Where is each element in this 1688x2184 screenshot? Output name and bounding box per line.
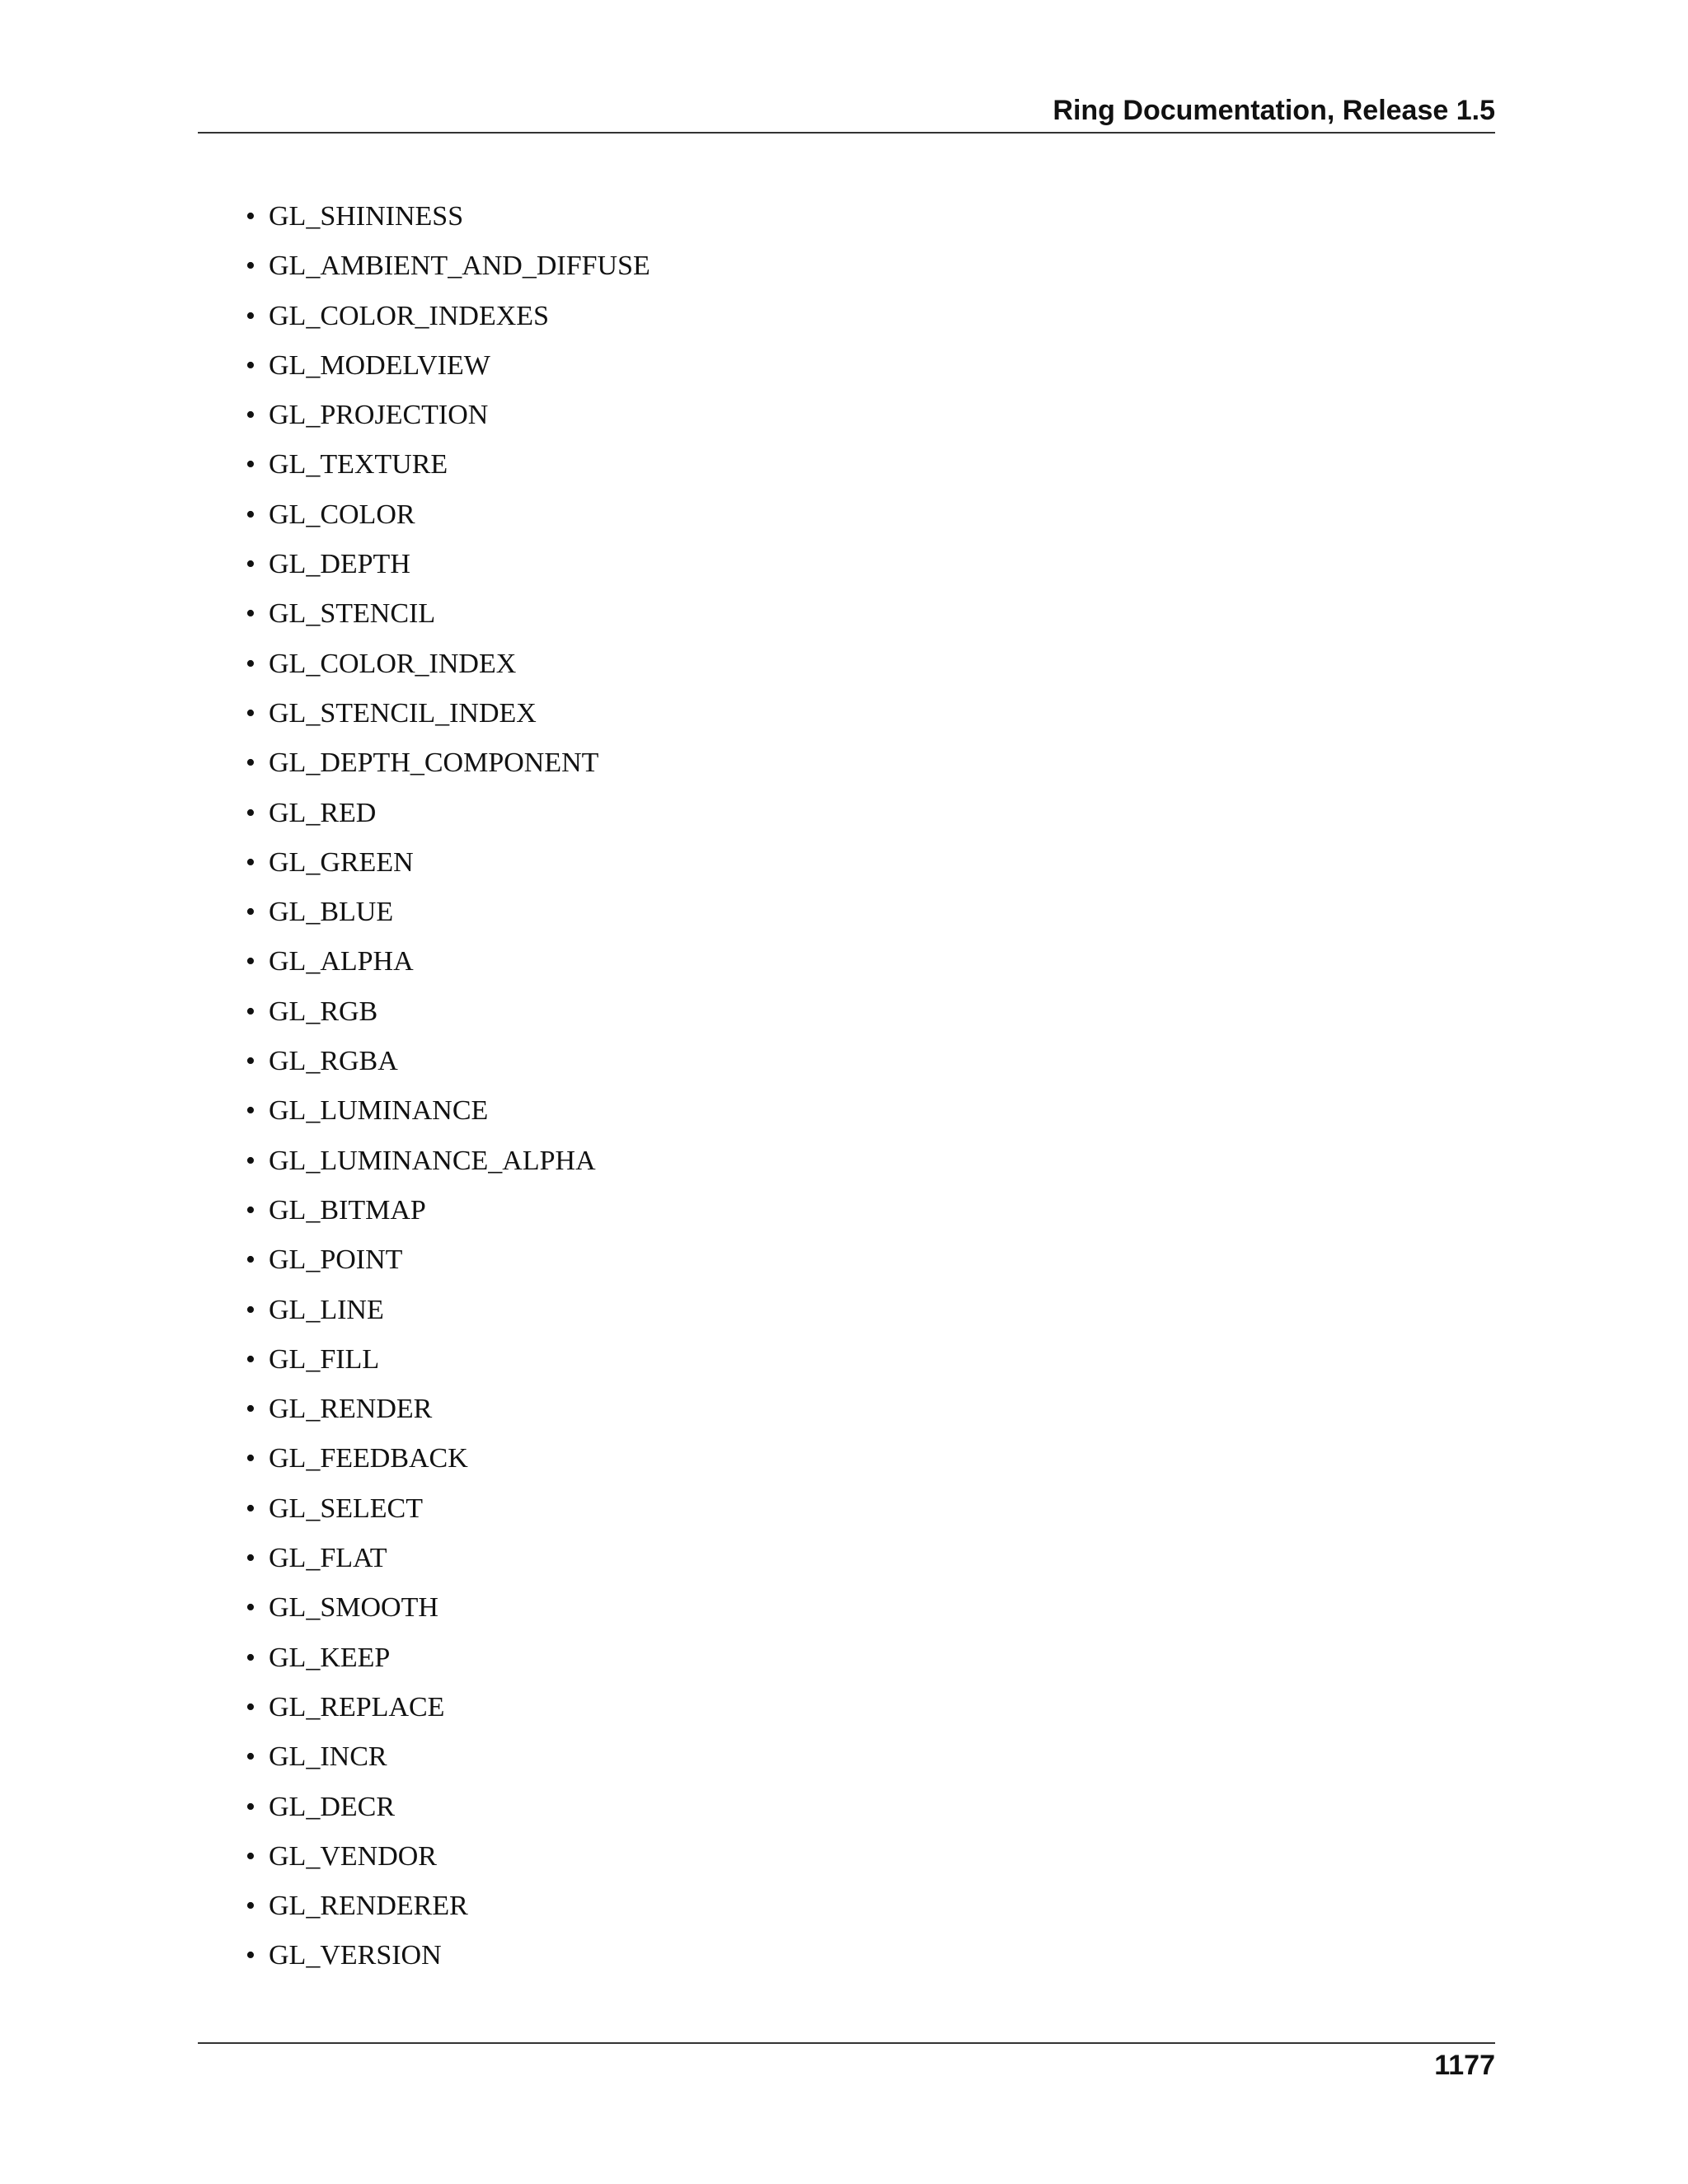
list-item	[246, 794, 650, 843]
bullet: •	[246, 449, 256, 480]
footer-rule	[198, 2042, 1495, 2044]
list-item	[246, 1788, 650, 1837]
list-item	[246, 1141, 650, 1191]
list-item-text: GL_SHININESS	[269, 201, 464, 232]
bullet: •	[246, 1543, 256, 1574]
bullet: •	[246, 1791, 256, 1822]
list-item	[246, 1837, 650, 1886]
bullet: •	[246, 251, 256, 282]
list-item	[246, 893, 650, 942]
list-item-text: GL_PROJECTION	[269, 400, 489, 431]
bullet: •	[246, 1940, 256, 1971]
list-item	[246, 495, 650, 545]
bullet: •	[246, 1343, 256, 1375]
list-item-text: GL_LUMINANCE	[269, 1095, 489, 1127]
list-item-text: GL_FILL	[269, 1343, 380, 1375]
page-number: 1177	[1434, 2050, 1495, 2081]
list-item-text: GL_REPLACE	[269, 1691, 445, 1722]
bullet: •	[246, 797, 256, 828]
bullet: •	[246, 1394, 256, 1425]
bullet: •	[246, 748, 256, 779]
list-item	[246, 644, 650, 694]
list-item	[246, 445, 650, 494]
list-item	[246, 1191, 650, 1240]
bullet: •	[246, 1145, 256, 1176]
list-item	[246, 545, 650, 594]
list-item-text: GL_VERSION	[269, 1940, 442, 1971]
list-item-text: GL_RED	[269, 797, 377, 828]
list-item	[246, 396, 650, 445]
list-item	[246, 1489, 650, 1539]
list-item-text: GL_STENCIL	[269, 598, 436, 630]
list-item-text: GL_RENDERER	[269, 1891, 468, 1922]
list-item-text: GL_COLOR_INDEXES	[269, 300, 549, 331]
list-item-text: GL_TEXTURE	[269, 449, 448, 480]
list-item	[246, 1439, 650, 1488]
list-item	[246, 743, 650, 793]
list-item	[246, 992, 650, 1042]
bullet: •	[246, 1691, 256, 1722]
list-item	[246, 1936, 650, 1985]
list-item	[246, 1539, 650, 1588]
bullet: •	[246, 946, 256, 977]
list-item	[246, 297, 650, 346]
bullet: •	[246, 598, 256, 630]
bullet: •	[246, 549, 256, 580]
bullet: •	[246, 648, 256, 679]
list-item-text: GL_FEEDBACK	[269, 1443, 468, 1474]
list-item	[246, 1886, 650, 1936]
list-item-text: GL_GREEN	[269, 846, 414, 878]
document-title: Ring Documentation, Release 1.5	[1053, 95, 1495, 126]
bullet: •	[246, 499, 256, 530]
bullet: •	[246, 846, 256, 878]
list-item	[246, 1688, 650, 1737]
bullet: •	[246, 1642, 256, 1673]
list-item-text: GL_FLAT	[269, 1543, 387, 1574]
bullet: •	[246, 1046, 256, 1077]
bullet: •	[246, 201, 256, 232]
bullet: •	[246, 300, 256, 331]
list-item-text: GL_RGB	[269, 996, 378, 1027]
list-item	[246, 1638, 650, 1688]
bullet: •	[246, 1493, 256, 1524]
list-item-text: GL_DECR	[269, 1791, 395, 1822]
bullet: •	[246, 1194, 256, 1226]
list-item	[246, 246, 650, 296]
list-item	[246, 1588, 650, 1638]
bullet: •	[246, 897, 256, 928]
list-item-text: GL_RENDER	[269, 1394, 433, 1425]
list-item	[246, 1737, 650, 1787]
bullet: •	[246, 1095, 256, 1127]
list-item	[246, 197, 650, 246]
constant-list	[246, 197, 650, 1986]
bullet: •	[246, 400, 256, 431]
list-item-text: GL_RGBA	[269, 1046, 398, 1077]
list-item	[246, 694, 650, 743]
list-item-text: GL_COLOR	[269, 499, 415, 530]
list-item	[246, 346, 650, 396]
bullet: •	[246, 1840, 256, 1872]
list-item-text: GL_AMBIENT_AND_DIFFUSE	[269, 251, 650, 282]
list-item-text: GL_DEPTH	[269, 549, 410, 580]
bullet: •	[246, 1244, 256, 1276]
list-item-text: GL_POINT	[269, 1244, 403, 1276]
bullet: •	[246, 1891, 256, 1922]
list-item-text: GL_STENCIL_INDEX	[269, 697, 537, 729]
bullet: •	[246, 1592, 256, 1624]
list-item-text: GL_COLOR_INDEX	[269, 648, 517, 679]
list-item-text: GL_DEPTH_COMPONENT	[269, 748, 599, 779]
list-item	[246, 1291, 650, 1340]
bullet: •	[246, 1443, 256, 1474]
list-item-text: GL_VENDOR	[269, 1840, 437, 1872]
list-item-text: GL_LINE	[269, 1294, 384, 1325]
bullet: •	[246, 996, 256, 1027]
list-item-text: GL_INCR	[269, 1741, 387, 1773]
list-item-text: GL_ALPHA	[269, 946, 414, 977]
bullet: •	[246, 1294, 256, 1325]
list-item	[246, 1240, 650, 1290]
list-item-text: GL_LUMINANCE_ALPHA	[269, 1145, 596, 1176]
list-item-text: GL_KEEP	[269, 1642, 391, 1673]
bullet: •	[246, 697, 256, 729]
list-item	[246, 843, 650, 893]
list-item	[246, 1091, 650, 1141]
list-item-text: GL_BLUE	[269, 897, 394, 928]
list-item-text: GL_BITMAP	[269, 1194, 426, 1226]
list-item	[246, 594, 650, 644]
list-item	[246, 942, 650, 991]
list-item	[246, 1340, 650, 1390]
list-item	[246, 1042, 650, 1091]
bullet: •	[246, 349, 256, 381]
list-item-text: GL_MODELVIEW	[269, 349, 490, 381]
list-item	[246, 1390, 650, 1439]
list-item-text: GL_SMOOTH	[269, 1592, 438, 1624]
page-header	[198, 91, 1495, 134]
bullet: •	[246, 1741, 256, 1773]
list-item-text: GL_SELECT	[269, 1493, 423, 1524]
